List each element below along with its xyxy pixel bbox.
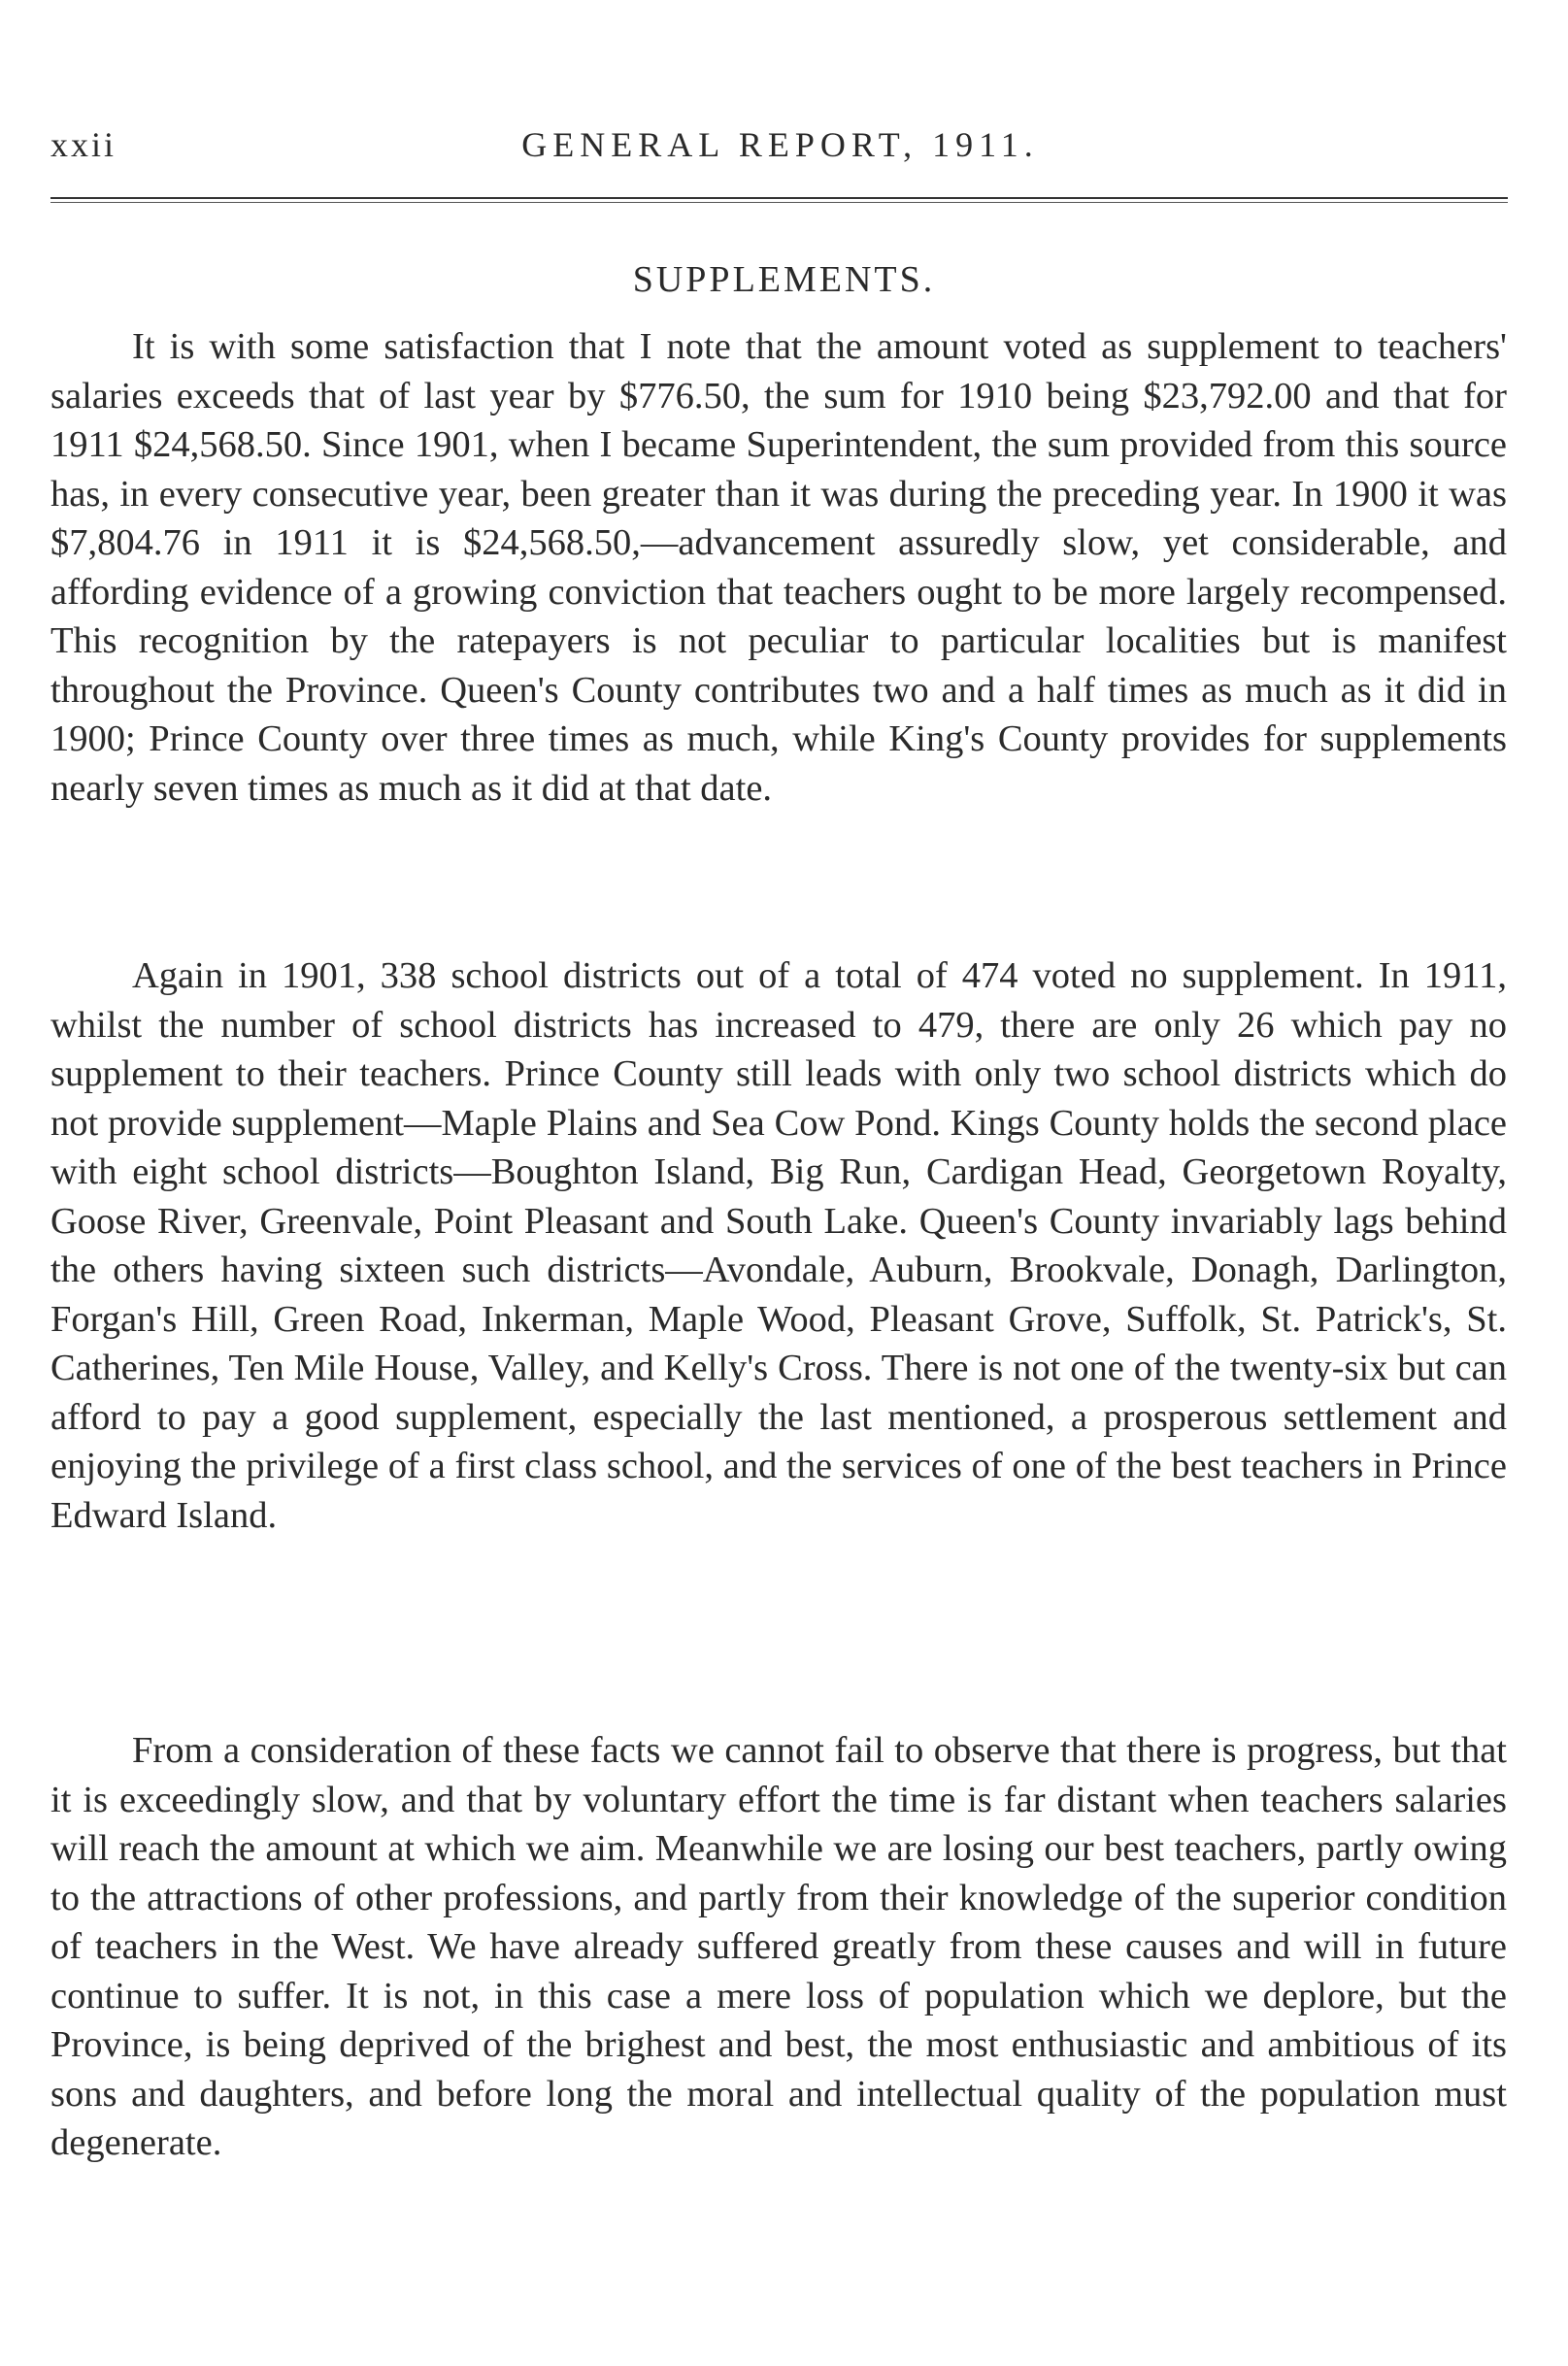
running-title: GENERAL REPORT, 1911. bbox=[521, 125, 1039, 164]
header-rule bbox=[50, 197, 1508, 203]
page-number: xxii bbox=[50, 125, 117, 164]
running-head bbox=[50, 124, 1510, 173]
paragraph-school-districts: Again in 1901, 338 school districts out of a total of 474 voted no supplement. In 1911, whilst the number of school districts has increased to 479, there are only 26 which pay no supplement to their teachers. Prince County still leads with only two school districts which do not provide supplement—Maple Plains and Sea Cow Pond. Kings County holds the second place with eight school districts—Boughton Island, Big Run, Cardigan Head, Georgetown Royalty, Goose River, Greenvale, Point Pleasant and South Lake. Queen's County invariably lags behind the others having sixteen such districts—Avondale, Auburn, Brookvale, Donagh, Darlington, Forgan's Hill, Green Road, Inkerman, Maple Wood, Pleasant Grove, Suffolk, St. Patrick's, St. Catherines, Ten Mile House, Valley, and Kelly's Cross. There is not one of the twenty-six but can afford to pay a good supplement, especially the last mentioned, a prosperous settlement and enjoying the privilege of a first class school, and the services of one of the best teachers in Prince Edward Island. bbox=[50, 955, 1507, 1536]
paragraph-conclusion: From a consideration of these facts we cannot fail to observe that there is progress, but that it is exceedingly slow, and that by voluntary effort the time is far distant when teachers salaries will reach the amount at which we aim. Meanwhile we are losing our best teachers, partly owing to the attractions of other professions, and partly from their knowledge of the superior condition of teachers in the West. We have already suffered greatly from these causes and will in future continue to suffer. It is not, in this case a mere loss of population which we deplore, but the Province, is being deprived of the brighest and best, the most enthusiastic and ambitious of its sons and daughters, and before long the moral and intellectual quality of the population must degenerate. bbox=[50, 1730, 1507, 2163]
section-title: SUPPLEMENTS. bbox=[632, 259, 936, 300]
paragraph-supplement-amounts: It is with some satisfaction that I note that the amount voted as supplement to teachers' salaries exceeds that of last year by $776.50, the sum for 1910 being $23,792.00 and that for 1911 $24,568.50. Since 1901, when I became Superintendent, the sum provided from this source has, in every consecutive year, been greater than it was during the preceding year. In 1900 it was $7,804.76 in 1911 it is $24,568.50,—advancement assuredly slow, yet considerable, and affording evidence of a growing conviction that teachers ought to be more largely recompensed. This recognition by the ratepayers is not peculiar to particular localities but is manifest throughout the Province. Queen's County contributes two and a half times as much as it did in 1900; Prince County over three times as much, while King's County provides for supplements nearly seven times as much as it did at that date. bbox=[50, 326, 1507, 809]
